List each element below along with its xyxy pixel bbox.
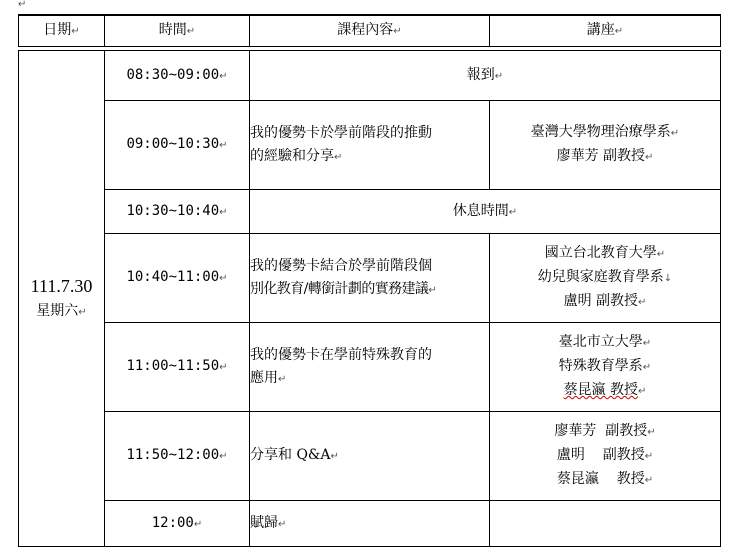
table-row xyxy=(19,501,721,547)
table-row xyxy=(19,101,721,190)
time-cell: 10:30~10:40↵ xyxy=(105,190,250,234)
table-row xyxy=(19,323,721,412)
content-cell: 我的優勢卡在學前特殊教育的 應用↵ xyxy=(250,323,490,412)
table-row xyxy=(19,190,721,234)
paragraph-mark-top: ↵ xyxy=(18,0,27,10)
speaker-cell-empty xyxy=(490,501,721,547)
content-cell: 我的優勢卡結合於學前階段個 別化教育/轉銜計劃的實務建議↵ xyxy=(250,234,490,323)
table-row xyxy=(19,234,721,323)
content-cell: 分享和 Q&A↵ xyxy=(250,412,490,501)
header-time: 時間↵ xyxy=(105,15,250,47)
schedule-table xyxy=(18,14,721,547)
merged-cell: 休息時間↵ xyxy=(250,190,721,234)
time-cell: 11:00~11:50↵ xyxy=(105,323,250,412)
table-row xyxy=(19,412,721,501)
date-value: 111.7.30 xyxy=(30,275,93,296)
time-cell: 10:40~11:00↵ xyxy=(105,234,250,323)
time-cell: 12:00↵ xyxy=(105,501,250,547)
speaker-cell: 廖華芳 副教授↵ 盧明 副教授↵ 蔡昆瀛 教授↵ xyxy=(490,412,721,501)
header-content: 課程內容↵ xyxy=(250,15,490,47)
header-row xyxy=(19,15,721,47)
weekday-value: 星期六↵ xyxy=(36,302,87,319)
content-cell: 賦歸↵ xyxy=(250,501,490,547)
header-speaker: 講座↵ xyxy=(490,15,721,47)
merged-cell: 報到↵ xyxy=(250,51,721,101)
content-cell: 我的優勢卡於學前階段的推動 的經驗和分享↵ xyxy=(250,101,490,190)
time-cell: 08:30~09:00↵ xyxy=(105,51,250,101)
speaker-cell: 臺北市立大學↵ 特殊教育學系↵ 蔡昆瀛 教授↵ xyxy=(490,323,721,412)
header-date: 日期↵ xyxy=(19,15,105,47)
speaker-cell: 國立台北教育大學↵ 幼兒與家庭教育學系↓ 盧明 副教授↵ xyxy=(490,234,721,323)
time-cell: 09:00~10:30↵ xyxy=(105,101,250,190)
speaker-cell: 臺灣大學物理治療學系↵ 廖華芳 副教授↵ xyxy=(490,101,721,190)
table-row xyxy=(19,51,721,101)
date-cell xyxy=(19,51,105,547)
time-cell: 11:50~12:00↵ xyxy=(105,412,250,501)
